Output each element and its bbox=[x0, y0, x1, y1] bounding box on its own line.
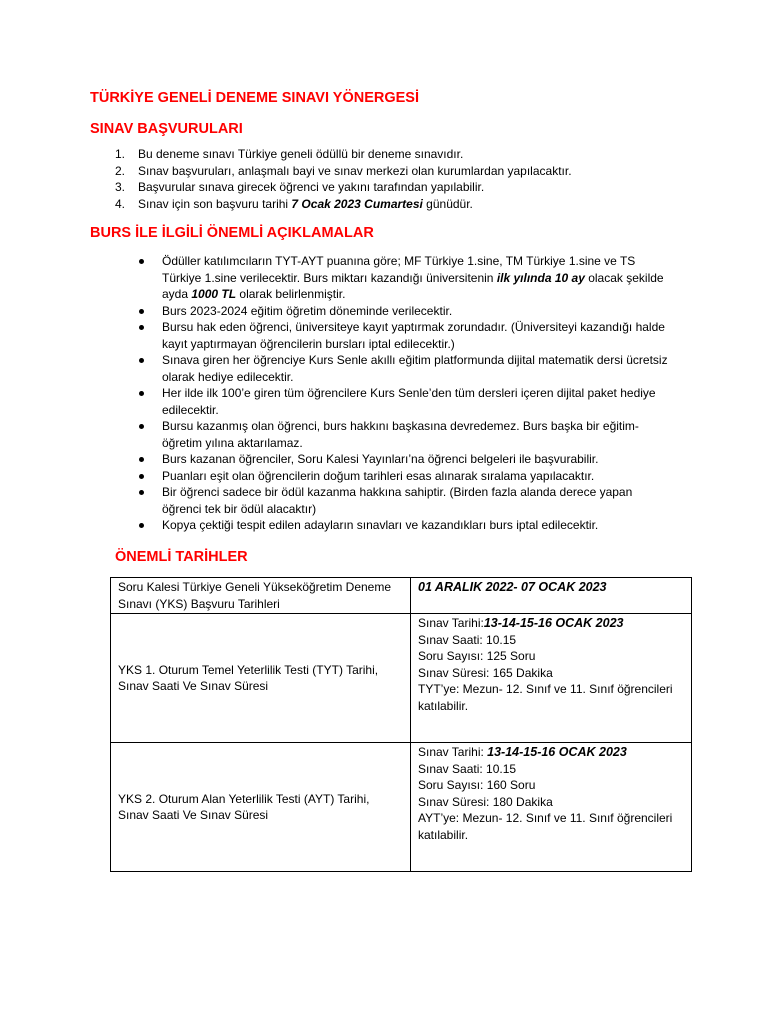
list-item: Bir öğrenci sadece bir ödül kazanma hakkına sahiptir. (Birden fazla alanda derece yapan öğrenci tek bir ödül alacaktır) bbox=[136, 484, 671, 517]
document-title: TÜRKİYE GENELİ DENEME SINAVI YÖNERGESİ bbox=[90, 90, 419, 106]
table-cell: Sınav Tarihi: 13-14-15-16 OCAK 2023 Sınav Saati: 10.15 Soru Sayısı: 160 Soru Sınav Süresi: 180 Dakika AYT’ye: Mezun- 12. Sınıf ve 11. Sınıf öğrencileri katılabilir. bbox=[411, 743, 692, 872]
list-item: 4. Sınav için son başvuru tarihi 7 Ocak 2023 Cumartesi günüdür. bbox=[115, 196, 473, 211]
applications-heading: SINAV BAŞVURULARI bbox=[90, 121, 243, 137]
table-row bbox=[111, 578, 692, 614]
tyt-exam-date: 13-14-15-16 OCAK 2023 bbox=[483, 616, 624, 630]
list-item: Her ilde ilk 100’e giren tüm öğrencilere Kurs Senle’den tüm dersleri içeren dijital paket hediye edilecektir. bbox=[136, 385, 671, 418]
list-item: Sınava giren her öğrenciye Kurs Senle akıllı eğitim platformunda dijital matematik dersi ücretsiz olarak hediye edilecektir. bbox=[136, 352, 671, 385]
table-row bbox=[111, 614, 692, 743]
list-item: 3. Başvurular sınava girecek öğrenci ve yakını tarafından yapılabilir. bbox=[115, 180, 485, 194]
table-cell: Soru Kalesi Türkiye Geneli Yükseköğretim Deneme Sınavı (YKS) Başvuru Tarihleri bbox=[111, 578, 411, 614]
table-cell: YKS 1. Oturum Temel Yeterlilik Testi (TYT) Tarihi, Sınav Saati Ve Sınav Süresi bbox=[111, 614, 411, 743]
applications-list bbox=[112, 146, 572, 212]
table-cell: Sınav Tarihi:13-14-15-16 OCAK 2023 Sınav Saati: 10.15 Soru Sayısı: 125 Soru Sınav Süresi: 165 Dakika TYT’ye: Mezun- 12. Sınıf ve 11. Sınıf öğrencileri katılabilir. bbox=[411, 614, 692, 743]
list-item: 2. Sınav başvuruları, anlaşmalı bayi ve sınav merkezi olan kurumlardan yapılacaktır. bbox=[115, 163, 572, 178]
list-item: Puanları eşit olan öğrencilerin doğum tarihleri esas alınarak sıralama yapılacaktır. bbox=[136, 468, 671, 485]
dates-heading: ÖNEMLİ TARİHLER bbox=[115, 549, 248, 565]
list-item: Ödüller katılımcıların TYT-AYT puanına göre; MF Türkiye 1.sine, TM Türkiye 1.sine ve TS Türkiye 1.sine verilecektir. Burs miktarı kazandığı üniversitenin ilk yılında 10 ay olacak şekilde ayda 1000 TL olarak belirlenmiştir. bbox=[136, 253, 671, 303]
deadline-date: 7 Ocak 2023 Cumartesi bbox=[291, 196, 423, 211]
table-cell: YKS 2. Oturum Alan Yeterlilik Testi (AYT) Tarihi, Sınav Saati Ve Sınav Süresi bbox=[111, 743, 411, 872]
scholarship-list bbox=[136, 253, 671, 534]
list-item: Burs kazanan öğrenciler, Soru Kalesi Yayınları’na öğrenci belgeleri ile başvurabilir. bbox=[136, 451, 671, 468]
list-item: Burs 2023-2024 eğitim öğretim döneminde verilecektir. bbox=[136, 303, 671, 320]
list-item: Bursu kazanmış olan öğrenci, burs hakkını başkasına devredemez. Burs başka bir eğitim-öğretim yılına aktarılamaz. bbox=[136, 418, 671, 451]
list-item: 1. Bu deneme sınavı Türkiye geneli ödüllü bir deneme sınavıdır. bbox=[115, 147, 464, 161]
table-row bbox=[111, 743, 692, 872]
table-cell bbox=[411, 578, 692, 614]
scholarship-heading: BURS İLE İLGİLİ ÖNEMLİ AÇIKLAMALAR bbox=[90, 225, 374, 241]
list-item: Kopya çektiği tespit edilen adayların sınavları ve kazandıkları burs iptal edilecektir. bbox=[136, 517, 671, 534]
ayt-exam-date: 13-14-15-16 OCAK 2023 bbox=[487, 745, 627, 759]
list-item: Bursu hak eden öğrenci, üniversiteye kayıt yaptırmak zorundadır. (Üniversiteyi kazandığı halde kayıt yaptırmayan öğrencilerin bursları iptal edilecektir.) bbox=[136, 319, 671, 352]
application-dates: 01 ARALIK 2022- 07 OCAK 2023 bbox=[418, 580, 607, 594]
dates-table bbox=[110, 577, 692, 872]
